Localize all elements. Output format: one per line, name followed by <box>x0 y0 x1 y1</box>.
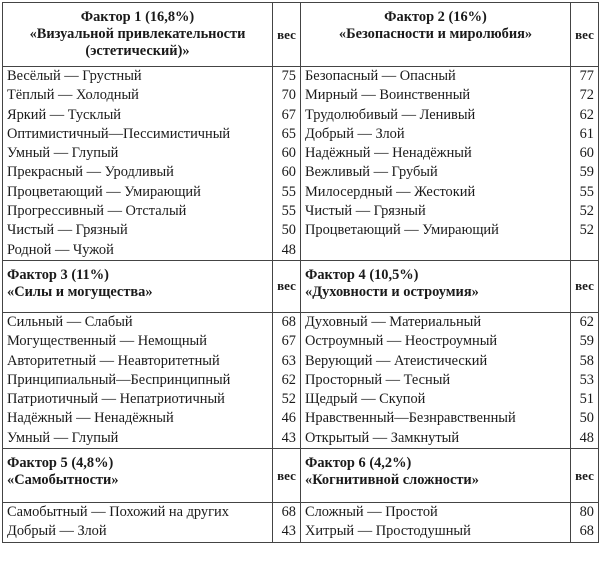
factor-weight: 43 <box>281 429 296 446</box>
factor-3-weight-header: вес <box>273 260 301 312</box>
adjective-pair: Принципиальный—Беспринципный <box>7 371 231 388</box>
factor-6-title: Фактор 6 (4,2%) <box>305 455 412 472</box>
factor-2-pairs <box>301 67 571 261</box>
factor-weight: 60 <box>281 164 296 181</box>
factor-weight: 68 <box>281 504 296 521</box>
adjective-pair: Щедрый — Скупой <box>305 391 426 408</box>
adjective-pair: Родной — Чужой <box>7 241 114 258</box>
factor-weight: 52 <box>579 203 594 220</box>
adjective-pair: Сложный — Простой <box>305 504 438 521</box>
factor-weight: 62 <box>579 106 594 123</box>
adjective-pair: Чистый — Грязный <box>305 203 426 220</box>
adjective-pair: Мирный — Воинственный <box>305 87 471 104</box>
factor-weight: 48 <box>281 241 296 258</box>
factor-2-title: Фактор 2 (16%) <box>384 9 487 25</box>
factor-weight: 62 <box>579 313 594 330</box>
adjective-pair: Духовный — Материальный <box>305 313 482 330</box>
factor-1-subtitle: «Визуальной привлекательности (эстетический)» <box>29 26 246 59</box>
adjective-pair: Тёплый — Холодный <box>7 87 139 104</box>
adjective-pair: Остроумный — Неостроумный <box>305 333 498 350</box>
factor-weight: 60 <box>281 145 296 162</box>
factor-1-weight-header: вес <box>273 3 301 67</box>
factor-weight: 61 <box>579 125 594 142</box>
factor-header-row-1 <box>3 3 599 67</box>
adjective-pair: Безопасный — Опасный <box>305 68 456 84</box>
adjective-pair: Процветающий — Умирающий <box>305 222 499 239</box>
factor-1-header <box>3 3 273 67</box>
factor-weight: 60 <box>579 145 594 162</box>
adjective-pair: Нравственный—Безнравственный <box>305 410 516 427</box>
factor-3-weights <box>273 312 301 448</box>
factor-2-subtitle: «Безопасности и миролюбия» <box>338 26 533 42</box>
factor-header-row-3 <box>3 449 599 503</box>
factor-weight: 67 <box>281 333 296 350</box>
factor-weight: 68 <box>579 523 594 540</box>
adjective-pair: Милосердный — Жестокий <box>305 183 476 200</box>
factor-5-weights <box>273 503 301 543</box>
factor-weight: 50 <box>281 222 296 239</box>
adjective-pair: Добрый — Злой <box>7 523 107 540</box>
factor-weight: 52 <box>579 222 594 239</box>
factor-weight: 59 <box>579 333 594 350</box>
factor-weight: 43 <box>281 523 296 540</box>
factor-5-header <box>3 449 273 503</box>
adjective-pair: Надёжный — Ненадёжный <box>305 145 472 162</box>
factor-2-header <box>301 3 571 67</box>
factor-6-header <box>301 449 571 503</box>
adjective-pair: Добрый — Злой <box>305 125 405 142</box>
adjective-pair: Яркий — Тусклый <box>7 106 121 123</box>
adjective-pair: Умный — Глупый <box>7 429 119 446</box>
factor-weight: 80 <box>579 504 594 521</box>
factor-table <box>2 2 599 543</box>
factor-weight: 77 <box>579 68 594 84</box>
adjective-pair: Процветающий — Умирающий <box>7 183 201 200</box>
factor-table-container <box>2 2 597 543</box>
factor-1-weights <box>273 67 301 261</box>
adjective-pair: Открытый — Замкнутый <box>305 429 460 446</box>
factor-weight: 72 <box>579 87 594 104</box>
factor-weight: 55 <box>281 203 296 220</box>
factor-5-subtitle: «Самобытности» <box>7 472 119 489</box>
adjective-pair: Верующий — Атеистический <box>305 352 488 369</box>
factor-weight: 58 <box>579 352 594 369</box>
factor-6-weights <box>571 503 599 543</box>
factor-5-title: Фактор 5 (4,8%) <box>7 455 114 472</box>
factor-4-subtitle: «Духовности и остроумия» <box>305 283 479 300</box>
factor-4-weights <box>571 312 599 448</box>
adjective-pair: Могущественный — Немощный <box>7 333 207 350</box>
factor-weight: 62 <box>281 371 296 388</box>
factor-2-weight-header: вес <box>571 3 599 67</box>
factor-5-weight-header: вес <box>273 449 301 503</box>
factor-weight: 55 <box>579 183 594 200</box>
factor-weight: 67 <box>281 106 296 123</box>
factor-weight: 68 <box>281 313 296 330</box>
factor-weight: 51 <box>579 391 594 408</box>
adjective-pair: Надёжный — Ненадёжный <box>7 410 174 427</box>
adjective-pair: Весёлый — Грустный <box>7 68 142 84</box>
adjective-pair: Сильный — Слабый <box>7 313 133 330</box>
factor-body-row-1 <box>3 67 599 261</box>
factor-5-pairs <box>3 503 273 543</box>
factor-3-header <box>3 260 273 312</box>
factor-weight: 65 <box>281 125 296 142</box>
factor-body-row-3 <box>3 503 599 543</box>
adjective-pair: Самобытный — Похожий на других <box>7 504 229 521</box>
factor-4-title: Фактор 4 (10,5%) <box>305 266 419 283</box>
adjective-pair: Прогрессивный — Отсталый <box>7 203 187 220</box>
factor-weight: 70 <box>281 87 296 104</box>
factor-6-subtitle: «Когнитивной сложности» <box>305 472 479 489</box>
adjective-pair: Умный — Глупый <box>7 145 119 162</box>
factor-header-row-2 <box>3 260 599 312</box>
factor-3-subtitle: «Силы и могущества» <box>7 283 153 300</box>
factor-weight: 52 <box>281 391 296 408</box>
factor-weight: 55 <box>281 183 296 200</box>
adjective-pair: Трудолюбивый — Ленивый <box>305 106 476 123</box>
factor-4-header <box>301 260 571 312</box>
adjective-pair: Оптимистичный—Пессимистичный <box>7 125 231 142</box>
factor-4-pairs <box>301 312 571 448</box>
factor-1-title: Фактор 1 (16,8%) <box>80 9 195 25</box>
adjective-pair: Патриотичный — Непатриотичный <box>7 391 225 408</box>
adjective-pair: Просторный — Тесный <box>305 371 451 388</box>
factor-3-pairs <box>3 312 273 448</box>
factor-weight: 59 <box>579 164 594 181</box>
factor-weight: 53 <box>579 371 594 388</box>
factor-1-pairs <box>3 67 273 261</box>
adjective-pair: Прекрасный — Уродливый <box>7 164 174 181</box>
factor-4-weight-header: вес <box>571 260 599 312</box>
adjective-pair: Вежливый — Грубый <box>305 164 438 181</box>
factor-body-row-2 <box>3 312 599 448</box>
factor-weight: 63 <box>281 352 296 369</box>
adjective-pair: Чистый — Грязный <box>7 222 128 239</box>
adjective-pair: Авторитетный — Неавторитетный <box>7 352 220 369</box>
factor-weight: 46 <box>281 410 296 427</box>
adjective-pair: Хитрый — Простодушный <box>305 523 471 540</box>
factor-6-pairs <box>301 503 571 543</box>
factor-6-weight-header: вес <box>571 449 599 503</box>
factor-weight: 50 <box>579 410 594 427</box>
factor-weight: 48 <box>579 429 594 446</box>
factor-weight: 75 <box>281 68 296 84</box>
factor-3-title: Фактор 3 (11%) <box>7 266 109 283</box>
factor-2-weights <box>571 67 599 261</box>
